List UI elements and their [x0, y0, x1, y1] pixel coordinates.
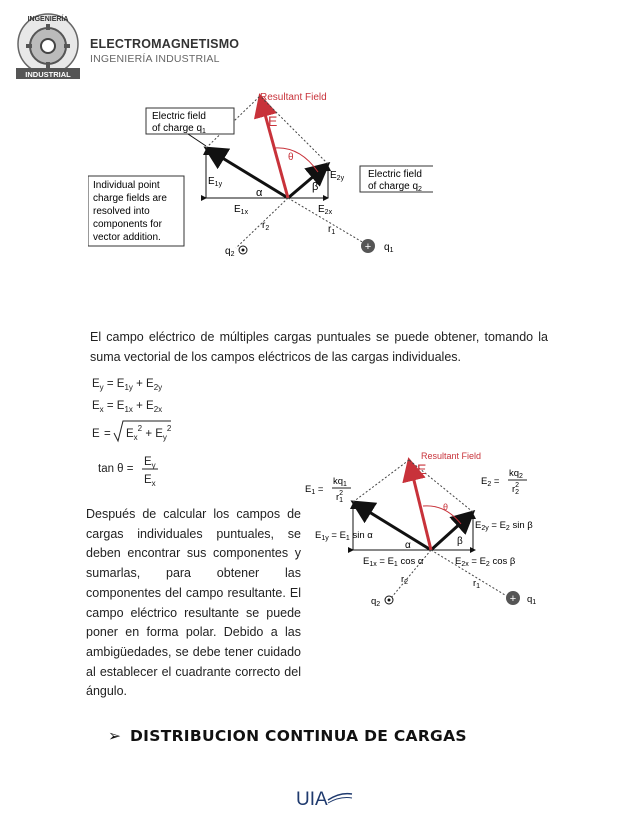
- svg-text:r1: $r_1$: [473, 578, 481, 590]
- svg-text:Ex: $E_x$: [144, 474, 156, 488]
- svg-text:E1y: $E_{1y}$: [208, 176, 223, 188]
- svg-text:+: +: [509, 593, 517, 605]
- svg-text:E1y = E1 sin α: $E_{1y} = E_1$ sin α: [315, 530, 373, 542]
- component-equations: [86, 375, 216, 495]
- svg-text:E1x: $E_{1x}$: [234, 204, 249, 216]
- course-title: ELECTROMAGNETISMO: [90, 37, 240, 51]
- paragraph-superposition: El campo eléctrico de múltiples cargas puntuales se puede obtener, tomando la suma vectorial de los campos eléctricos de las cargas individuales.: [90, 330, 548, 364]
- svg-text:Resultant Field: Resultant Field: [421, 451, 482, 461]
- svg-text:q2: $q_2$: [225, 246, 235, 258]
- svg-text:components for: components for: [93, 219, 162, 230]
- uia-logo: [294, 786, 354, 810]
- svg-text:Resultant Field: Resultant Field: [260, 92, 327, 103]
- svg-text:Ex2 + Ey2: $E_x^2 + E_y^2$: [126, 424, 172, 442]
- vector-addition-diagram: [88, 88, 433, 263]
- course-subtitle: INGENIERÍA INDUSTRIAL: [90, 53, 220, 65]
- section-title: DISTRIBUCION CONTINUA DE CARGAS: [130, 727, 467, 745]
- ingenieria-industrial-logo: [14, 10, 82, 82]
- svg-text:E1x = E1 cos α: $E_{1x} = E_1$ cos α: [363, 556, 424, 568]
- svg-text:r2: $r_2$: [262, 220, 270, 232]
- svg-text:=: =: [104, 428, 111, 440]
- svg-text:β: β: [457, 536, 463, 547]
- svg-text:E: E: [92, 428, 100, 440]
- svg-text:E: E: [417, 461, 427, 477]
- svg-text:E2 =: $E_2$ =: [481, 476, 500, 488]
- svg-text:kq2: $kq_2$: [509, 468, 523, 480]
- svg-text:E1 =: $E_1$ =: [305, 484, 324, 496]
- svg-text:α: α: [256, 187, 263, 199]
- svg-text:INGENIERÍA: INGENIERÍA: [27, 16, 69, 23]
- svg-text:E2x = E2 cos β: $E_{2x} = E_2$ cos β: [455, 556, 516, 568]
- svg-text:E2y = E2 sin β: $E_{2y} = E_2$ sin β: [475, 520, 533, 532]
- svg-text:Individual point: Individual point: [93, 180, 160, 191]
- svg-text:tan θ =: tan θ =: [98, 463, 134, 475]
- svg-text:θ: θ: [288, 152, 294, 163]
- svg-text:r22: $r^2$ 2: [512, 482, 520, 496]
- svg-text:resolved into: resolved into: [93, 206, 150, 217]
- svg-text:E: E: [268, 113, 278, 129]
- svg-text:vector addition.: vector addition.: [93, 232, 161, 243]
- svg-text:kq1: $kq_1$: [333, 476, 347, 488]
- svg-text:α: α: [405, 540, 411, 551]
- svg-text:β: β: [312, 181, 319, 193]
- svg-text:θ: θ: [443, 502, 449, 512]
- svg-text:INDUSTRIAL: INDUSTRIAL: [25, 70, 71, 79]
- svg-text:q1: $q_1$: [384, 242, 394, 254]
- svg-text:Electric field: Electric field: [152, 111, 206, 122]
- svg-text:q1: $q_1$: [527, 594, 537, 606]
- svg-text:r1: $r_1$: [328, 224, 336, 236]
- svg-text:Ey = E1y + E2y: $E_y = E_{1y} + E_{2y}$: [92, 378, 163, 392]
- svg-text:of charge q2: of charge $q_2$: [368, 181, 422, 193]
- svg-text:Ex = E1x + E2x: $E_x = E_{1x} + E_{2x}$: [92, 400, 163, 414]
- svg-text:of charge q1: of charge $q_1$: [152, 123, 206, 135]
- svg-text:E2x: $E_{2x}$: [318, 204, 333, 216]
- svg-text:r21: $r^2$ 1: [336, 490, 344, 504]
- svg-text:r2: $r_2$: [401, 574, 409, 586]
- paragraph-components: Después de calcular los campos de cargas individuales puntuales, se deben encontrar sus componentes y sumarlas, para obtener las componentes del campo resultante. El campo eléctrico resultante se puede poner en forma polar. Debido a las ambigüedades, se debe tener cuidado al establecer el cuadrante correcto del ángulo.: [86, 507, 301, 699]
- svg-text:Ey: $E_y$: [144, 456, 156, 470]
- vector-components-diagram: [305, 450, 555, 610]
- arrow-bullet-icon: ➢: [108, 727, 122, 745]
- svg-text:Electric field: Electric field: [368, 169, 422, 180]
- svg-text:charge fields are: charge fields are: [93, 193, 167, 204]
- svg-text:+: +: [364, 241, 372, 253]
- svg-text:q2: $q_2$: [371, 596, 381, 608]
- section-heading: [108, 727, 467, 745]
- svg-text:E2y: $E_{2y}$: [330, 170, 345, 182]
- svg-text:UIA: UIA: [296, 789, 328, 810]
